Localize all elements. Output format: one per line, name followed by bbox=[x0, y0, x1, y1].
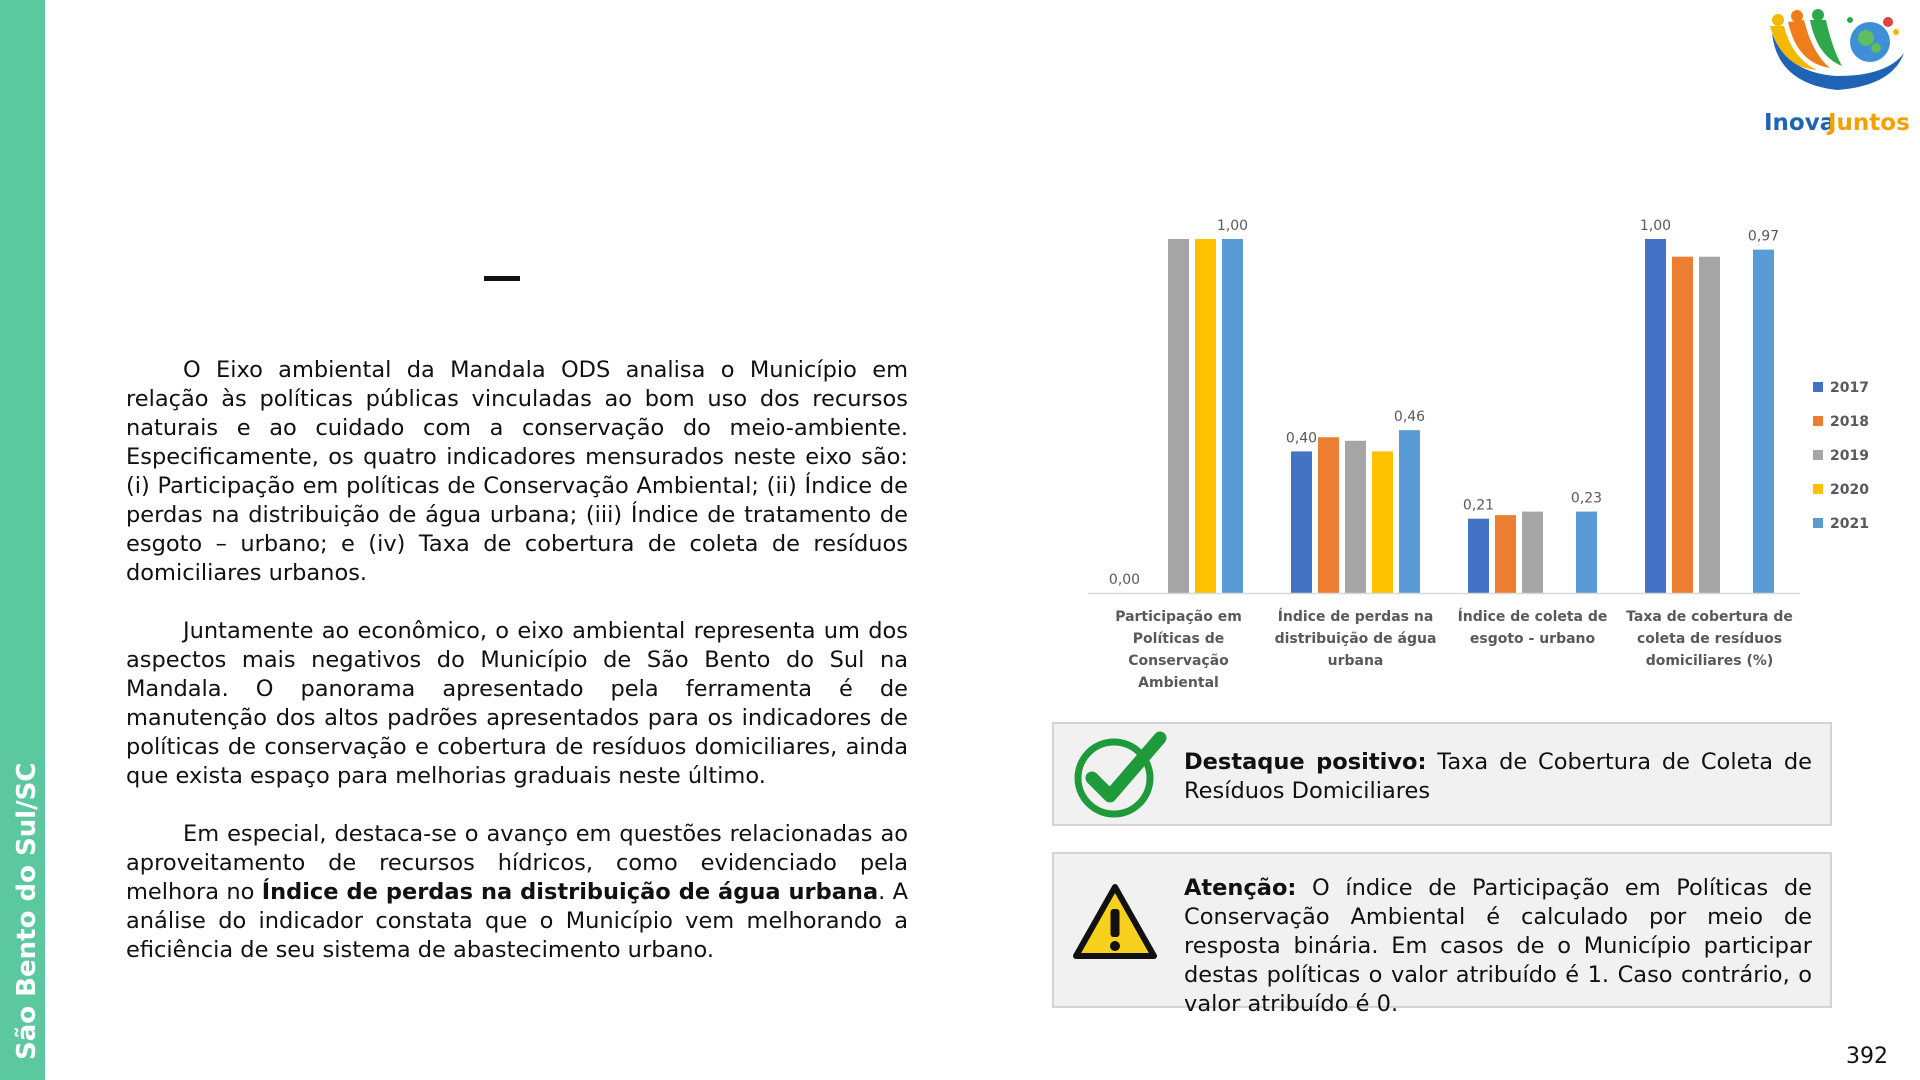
sidebar-label: São Bento do Sul/SC bbox=[12, 762, 42, 1060]
data-label-6: 1,00 bbox=[1639, 218, 1672, 234]
legend-swatch-2018 bbox=[1813, 416, 1823, 426]
legend-swatch-2019 bbox=[1813, 450, 1823, 460]
positive-highlight-body: Taxa de Cobertura de Coleta de Resíduos Domiciliares bbox=[1184, 749, 1812, 804]
paragraph-1: O Eixo ambiental da Mandala ODS analisa o Município em relação às políticas públicas vinculadas ao bom uso dos recursos naturais e ao cuidado com a conservação do meio-ambiente. Especificamente, os quatro indicadores mensurados neste eixo são: (i) Participação em políticas de Conservação Ambiental; (ii) Índice de perdas na distribuição de água urbana; (iii) Índice de tratamento de esgoto – urbano; e (iv) Taxa de cobertura de coleta de resíduos domiciliares urbanos. bbox=[126, 357, 908, 586]
legend-swatch-2020 bbox=[1813, 484, 1823, 494]
data-label-0: 0,00 bbox=[1108, 572, 1141, 588]
bar-2018-cat-3 bbox=[1672, 257, 1693, 593]
bar-2021-cat-2 bbox=[1576, 512, 1597, 593]
bar-2019-cat-0 bbox=[1168, 239, 1189, 593]
data-label-7: 0,97 bbox=[1747, 228, 1780, 245]
bar-2019-cat-2 bbox=[1522, 512, 1543, 593]
data-label-2: 0,40 bbox=[1285, 430, 1318, 447]
bar-2018-cat-1 bbox=[1318, 437, 1339, 593]
legend-label-2020: 2020 bbox=[1830, 482, 1869, 498]
paragraph-3-part-2: . A análise do indicador constata que o Município vem melhorando a eficiência de seu sistema de abastecimento urbano. bbox=[126, 879, 908, 963]
positive-highlight-box bbox=[1052, 722, 1832, 826]
category-label-2: Índice de coleta de esgoto - urbano bbox=[1457, 609, 1608, 647]
bar-2017-cat-2 bbox=[1468, 519, 1489, 593]
data-label-4: 0,21 bbox=[1462, 497, 1495, 514]
page-number: 392 bbox=[1846, 1044, 1888, 1069]
warning-body: O índice de Participação em Políticas de Conservação Ambiental é calculado por meio de resposta binária. Em casos de o Município participar destas políticas o valor atribuído é 1. Caso contrário, o valor atribuído é 0. bbox=[1184, 875, 1812, 1017]
legend-label-2021: 2021 bbox=[1830, 516, 1869, 532]
chart-svg bbox=[1060, 215, 1900, 705]
data-label-5: 0,23 bbox=[1570, 490, 1603, 507]
body-text bbox=[126, 356, 908, 994]
category-label-1: Índice de perdas na distribuição de água urbana bbox=[1274, 609, 1437, 669]
bar-2021-cat-1 bbox=[1399, 430, 1420, 593]
warning-label: Atenção: bbox=[1184, 875, 1297, 901]
logo-text-inova: Inova bbox=[1764, 110, 1836, 136]
data-label-3: 0,46 bbox=[1393, 409, 1426, 426]
bar-2020-cat-1 bbox=[1372, 451, 1393, 593]
bar-2018-cat-2 bbox=[1495, 515, 1516, 593]
check-circle-icon bbox=[1072, 730, 1168, 824]
bar-2021-cat-3 bbox=[1753, 250, 1774, 593]
legend-label-2019: 2019 bbox=[1830, 448, 1869, 464]
sidebar-strip bbox=[0, 0, 45, 1080]
positive-highlight-text bbox=[1184, 748, 1812, 806]
warning-triangle-icon bbox=[1072, 882, 1158, 966]
indicator-bar-chart bbox=[1060, 215, 1900, 705]
paragraph-3-part-1: Em especial, destaca-se o avanço em questões relacionadas ao aproveitamento de recursos hídricos, como evidenciado pela melhora no bbox=[126, 821, 908, 905]
logo-text-juntos: Juntos bbox=[1828, 110, 1910, 136]
bar-2017-cat-1 bbox=[1291, 451, 1312, 593]
legend-swatch-2021 bbox=[1813, 518, 1823, 528]
category-label-0: Participação em Políticas de Conservação Ambiental bbox=[1115, 609, 1242, 691]
bar-2019-cat-3 bbox=[1699, 257, 1720, 593]
legend-label-2017: 2017 bbox=[1830, 380, 1869, 396]
page-title-dash bbox=[484, 276, 520, 281]
paragraph-2: Juntamente ao econômico, o eixo ambiental representa um dos aspectos mais negativos do Município de São Bento do Sul na Mandala. O panorama apresentado pela ferramenta é de manutenção dos altos padrões apresentados para os indicadores de políticas de conservação e cobertura de resíduos domiciliares, ainda que exista espaço para melhorias graduais neste último. bbox=[126, 618, 908, 789]
paragraph-3 bbox=[126, 820, 908, 965]
bar-2017-cat-3 bbox=[1645, 239, 1666, 593]
inova-juntos-logo bbox=[1762, 8, 1912, 138]
category-label-3: Taxa de cobertura de coleta de resíduos domiciliares (%) bbox=[1626, 609, 1793, 669]
warning-text bbox=[1184, 874, 1812, 1019]
bar-2019-cat-1 bbox=[1345, 441, 1366, 593]
warning-box bbox=[1052, 852, 1832, 1017]
paragraph-3-bold: Índice de perdas na distribuição de água urbana bbox=[261, 879, 879, 905]
legend-swatch-2017 bbox=[1813, 382, 1823, 392]
legend-label-2018: 2018 bbox=[1830, 414, 1869, 430]
data-label-1: 1,00 bbox=[1216, 218, 1249, 234]
bar-2020-cat-0 bbox=[1195, 239, 1216, 593]
bar-2021-cat-0 bbox=[1222, 239, 1243, 593]
positive-highlight-label: Destaque positivo: bbox=[1184, 749, 1427, 775]
